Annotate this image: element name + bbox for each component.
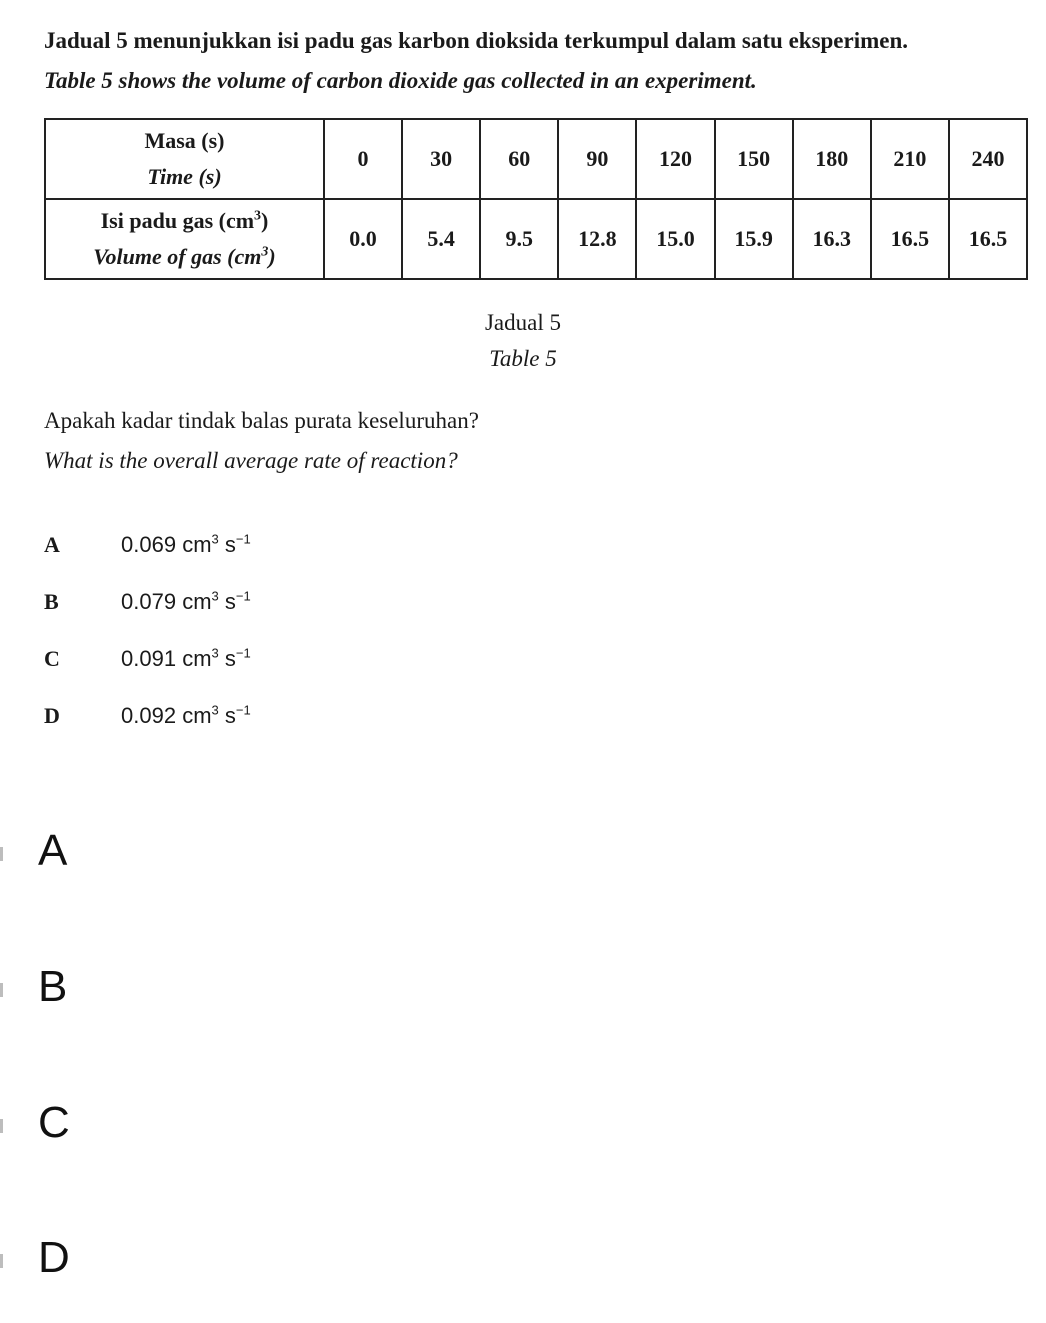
unit-s: s bbox=[224, 532, 236, 557]
time-cell: 180 bbox=[793, 119, 871, 199]
table-caption-malay: Jadual 5 bbox=[484, 310, 561, 335]
option-value bbox=[121, 703, 251, 729]
volume-cell: 15.9 bbox=[715, 199, 793, 279]
volume-cell: 9.5 bbox=[480, 199, 558, 279]
time-cell: 120 bbox=[636, 119, 714, 199]
unit-s-power: −1 bbox=[235, 702, 251, 718]
unit-cm: cm bbox=[182, 703, 212, 728]
option-letter: C bbox=[44, 646, 60, 671]
option-value bbox=[121, 589, 251, 615]
choice-edge-marker bbox=[0, 983, 3, 997]
data-table bbox=[44, 118, 1028, 280]
unit-power: 3 bbox=[261, 244, 269, 260]
volume-cell: 15.0 bbox=[636, 199, 714, 279]
option-value bbox=[121, 646, 251, 672]
time-cell: 240 bbox=[949, 119, 1027, 199]
volume-row bbox=[45, 199, 1027, 279]
choice-b-button[interactable]: B bbox=[38, 962, 68, 1011]
volume-cell: 0.0 bbox=[324, 199, 402, 279]
question-malay: Apakah kadar tindak balas purata keseluruhan? bbox=[44, 408, 479, 433]
option-number: 0.092 bbox=[121, 703, 177, 728]
volume-label-malay bbox=[101, 208, 269, 233]
volume-label-english-text: Volume of gas (cm bbox=[93, 244, 262, 269]
unit-s-power: −1 bbox=[235, 531, 251, 547]
volume-cell: 16.5 bbox=[871, 199, 949, 279]
question-english: What is the overall average rate of reaction? bbox=[44, 448, 458, 473]
option-number: 0.069 bbox=[121, 532, 177, 557]
time-row bbox=[45, 119, 1027, 199]
time-cell: 0 bbox=[324, 119, 402, 199]
time-label-english: Time (s) bbox=[147, 164, 222, 189]
unit-s: s bbox=[224, 589, 236, 614]
unit-cm: cm bbox=[182, 646, 212, 671]
unit-s-power: −1 bbox=[235, 645, 251, 661]
choice-c-button[interactable]: C bbox=[38, 1098, 70, 1147]
intro-english: Table 5 shows the volume of carbon dioxide gas collected in an experiment. bbox=[44, 68, 757, 93]
unit-s: s bbox=[224, 703, 236, 728]
volume-cell: 16.3 bbox=[793, 199, 871, 279]
option-letter: D bbox=[44, 703, 60, 728]
intro-malay: Jadual 5 menunjukkan isi padu gas karbon dioksida terkumpul dalam satu eksperimen. bbox=[44, 28, 909, 53]
choice-a-button[interactable]: A bbox=[38, 826, 68, 875]
unit-cm: cm bbox=[182, 589, 212, 614]
choice-edge-marker bbox=[0, 1119, 3, 1133]
time-cell: 150 bbox=[715, 119, 793, 199]
option-letter: B bbox=[44, 589, 59, 614]
option-value bbox=[121, 532, 251, 558]
unit-s-power: −1 bbox=[235, 588, 251, 604]
unit-s: s bbox=[224, 646, 236, 671]
unit-close: ) bbox=[261, 208, 269, 233]
volume-cell: 5.4 bbox=[402, 199, 480, 279]
time-cell: 30 bbox=[402, 119, 480, 199]
unit-close: ) bbox=[268, 244, 276, 269]
unit-cm-power: 3 bbox=[211, 531, 219, 547]
time-label-malay: Masa (s) bbox=[144, 128, 225, 153]
unit-cm: cm bbox=[182, 532, 212, 557]
choice-d-button[interactable]: D bbox=[38, 1233, 70, 1282]
volume-header bbox=[45, 199, 324, 279]
option-letter: A bbox=[44, 532, 60, 557]
unit-cm-power: 3 bbox=[211, 645, 219, 661]
time-header bbox=[45, 119, 324, 199]
time-cell: 60 bbox=[480, 119, 558, 199]
time-cell: 90 bbox=[558, 119, 636, 199]
option-number: 0.079 bbox=[121, 589, 177, 614]
choice-edge-marker bbox=[0, 1254, 3, 1268]
time-cell: 210 bbox=[871, 119, 949, 199]
table-caption-english: Table 5 bbox=[489, 346, 557, 371]
choice-edge-marker bbox=[0, 847, 3, 861]
unit-cm-power: 3 bbox=[211, 588, 219, 604]
volume-cell: 16.5 bbox=[949, 199, 1027, 279]
volume-label-english bbox=[93, 244, 275, 269]
option-number: 0.091 bbox=[121, 646, 177, 671]
unit-power: 3 bbox=[254, 208, 262, 224]
unit-cm-power: 3 bbox=[211, 702, 219, 718]
volume-cell: 12.8 bbox=[558, 199, 636, 279]
volume-label-malay-text: Isi padu gas (cm bbox=[100, 208, 255, 233]
